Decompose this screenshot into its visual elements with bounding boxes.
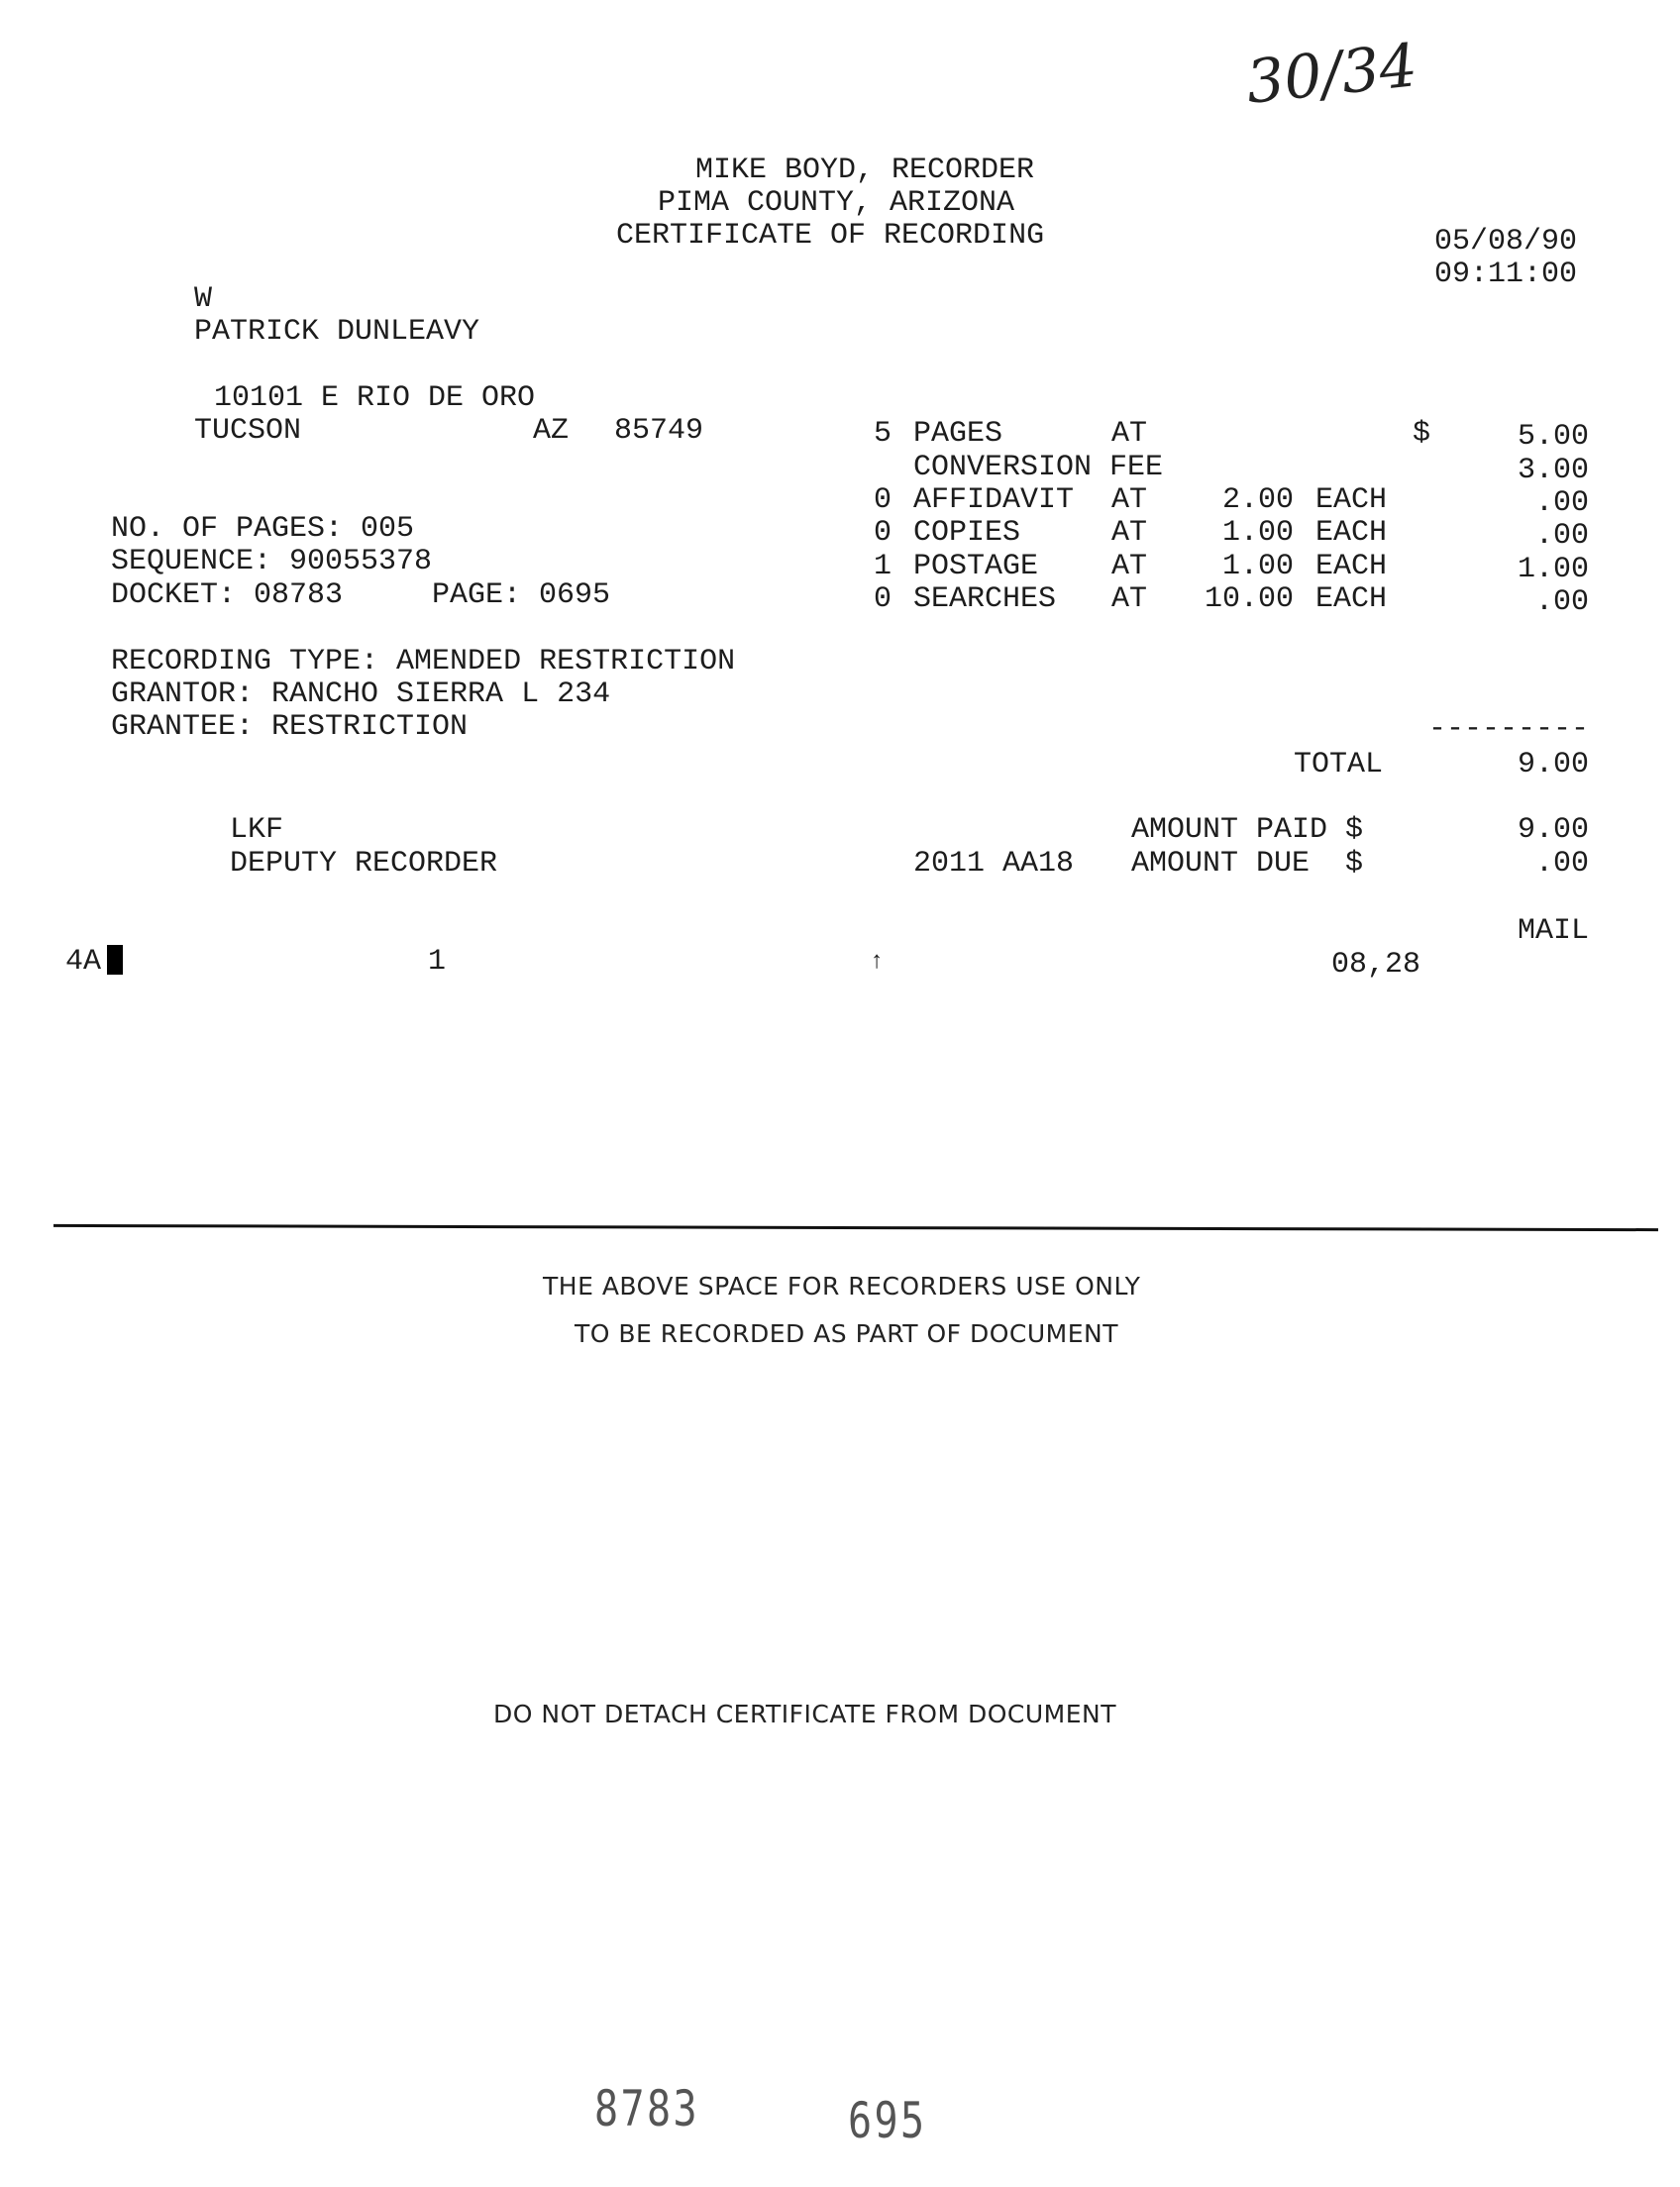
fee-each: EACH bbox=[1315, 516, 1388, 550]
amount-due-value: .00 bbox=[1534, 847, 1589, 881]
fee-at: AT bbox=[1111, 417, 1148, 451]
fee-dollar: $ bbox=[1413, 417, 1431, 451]
handwritten-page-count: 30/34 bbox=[1242, 31, 1421, 118]
amount-paid-value: 9.00 bbox=[1517, 813, 1589, 847]
fee-rate: 1.00 bbox=[1221, 516, 1294, 550]
fee-rate: 10.00 bbox=[1204, 582, 1294, 616]
grantor: GRANTOR: RANCHO SIERRA L 234 bbox=[111, 677, 611, 711]
redaction-mark bbox=[107, 945, 123, 975]
total-separator: --------- bbox=[1427, 712, 1589, 746]
record-part-notice: TO BE RECORDED AS PART OF DOCUMENT bbox=[575, 1319, 1118, 1348]
fee-at: AT bbox=[1111, 516, 1148, 550]
fee-amount: 3.00 bbox=[1517, 454, 1589, 487]
total-value: 9.00 bbox=[1517, 748, 1589, 781]
recording-date: 05/08/90 bbox=[1434, 225, 1578, 259]
deputy-title: DEPUTY RECORDER bbox=[230, 847, 498, 881]
stamped-page-number: 695 bbox=[848, 2092, 927, 2149]
amount-paid-label: AMOUNT PAID $ bbox=[1131, 813, 1364, 847]
county-name: PIMA COUNTY, ARIZONA bbox=[658, 186, 1015, 220]
total-label: TOTAL bbox=[1294, 748, 1384, 781]
fee-rate: 2.00 bbox=[1221, 483, 1294, 517]
register-code: 2011 AA18 bbox=[913, 847, 1075, 881]
batch-code: 4A bbox=[65, 945, 102, 979]
recipient-street: 10101 E RIO DE ORO bbox=[214, 381, 536, 415]
fee-each: EACH bbox=[1315, 582, 1388, 616]
fee-item: POSTAGE bbox=[913, 550, 1039, 583]
do-not-detach-notice: DO NOT DETACH CERTIFICATE FROM DOCUMENT bbox=[493, 1700, 1117, 1728]
fee-qty: 0 bbox=[873, 516, 892, 550]
fee-item: AFFIDAVIT bbox=[913, 483, 1075, 517]
fee-at: AT bbox=[1111, 483, 1148, 517]
count-code: 1 bbox=[428, 945, 447, 979]
fee-amount: 5.00 bbox=[1517, 420, 1589, 454]
recipient-code: W bbox=[194, 282, 213, 316]
certificate-title: CERTIFICATE OF RECORDING bbox=[616, 219, 1045, 253]
fee-qty: 1 bbox=[873, 550, 892, 583]
recording-type: RECORDING TYPE: AMENDED RESTRICTION bbox=[111, 645, 736, 678]
recipient-name: PATRICK DUNLEAVY bbox=[194, 315, 480, 349]
page-number: PAGE: 0695 bbox=[432, 578, 611, 612]
up-arrow-icon: ↑ bbox=[870, 949, 885, 976]
fee-item: PAGES bbox=[913, 417, 1003, 451]
fee-at: AT bbox=[1111, 550, 1148, 583]
fee-amount: .00 bbox=[1534, 585, 1589, 619]
recorder-use-notice: THE ABOVE SPACE FOR RECORDERS USE ONLY bbox=[543, 1272, 1141, 1301]
fee-each: EACH bbox=[1315, 483, 1388, 517]
fee-qty: 0 bbox=[873, 483, 892, 517]
fee-each: EACH bbox=[1315, 550, 1388, 583]
number-of-pages: NO. OF PAGES: 005 bbox=[111, 512, 415, 546]
fee-qty: 5 bbox=[873, 417, 892, 451]
fee-item: SEARCHES bbox=[913, 582, 1057, 616]
grantee: GRANTEE: RESTRICTION bbox=[111, 710, 469, 744]
recorder-name: MIKE BOYD, RECORDER bbox=[695, 154, 1035, 187]
recorder-space-divider bbox=[53, 1224, 1658, 1231]
fee-item: CONVERSION FEE bbox=[913, 451, 1164, 484]
recipient-city: TUCSON bbox=[194, 414, 302, 448]
deputy-initials: LKF bbox=[230, 813, 284, 847]
amount-due-label: AMOUNT DUE $ bbox=[1131, 847, 1364, 881]
footer-right-code: 08,28 bbox=[1331, 948, 1421, 982]
delivery-method: MAIL bbox=[1517, 914, 1589, 948]
fee-amount: 1.00 bbox=[1517, 553, 1589, 586]
fee-rate: 1.00 bbox=[1221, 550, 1294, 583]
sequence-number: SEQUENCE: 90055378 bbox=[111, 545, 433, 578]
recording-time: 09:11:00 bbox=[1434, 258, 1578, 291]
docket-number: DOCKET: 08783 bbox=[111, 578, 344, 612]
fee-qty: 0 bbox=[873, 582, 892, 616]
fee-amount: .00 bbox=[1534, 519, 1589, 553]
fee-amount: .00 bbox=[1534, 486, 1589, 520]
fee-at: AT bbox=[1111, 582, 1148, 616]
recipient-zip: 85749 bbox=[614, 414, 704, 448]
fee-item: COPIES bbox=[913, 516, 1021, 550]
stamped-docket-number: 8783 bbox=[594, 2080, 699, 2137]
recipient-state: AZ bbox=[533, 414, 570, 448]
